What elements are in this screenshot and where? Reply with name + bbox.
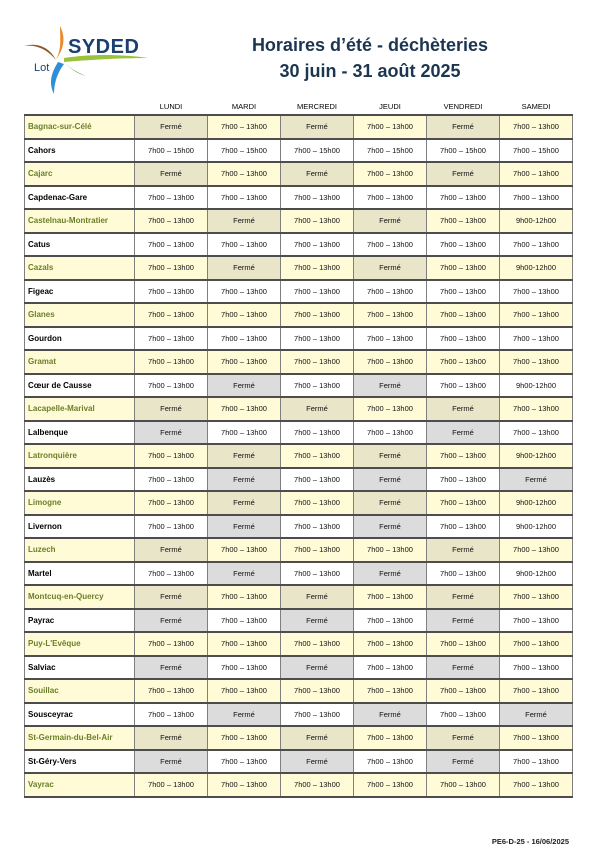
hours-cell: 7h00 – 13h00	[135, 491, 208, 515]
hours-cell: Fermé	[135, 397, 208, 421]
table-row	[25, 491, 573, 515]
document-reference: PE6-D-25 - 16/06/2025	[491, 837, 569, 846]
hours-cell: Fermé	[208, 491, 281, 515]
hours-cell: 9h00-12h00	[500, 374, 573, 398]
hours-cell: 7h00 – 13h00	[500, 162, 573, 186]
hours-cell: Fermé	[208, 374, 281, 398]
hours-cell: 7h00 – 13h00	[135, 773, 208, 797]
hours-cell: 7h00 – 13h00	[208, 750, 281, 774]
hours-cell: 7h00 – 13h00	[500, 656, 573, 680]
hours-cell: 7h00 – 13h00	[208, 397, 281, 421]
hours-cell: Fermé	[354, 444, 427, 468]
hours-cell: 7h00 – 13h00	[354, 773, 427, 797]
site-name: Castelnau-Montratier	[25, 209, 135, 233]
table-row	[25, 750, 573, 774]
hours-cell: 7h00 – 13h00	[427, 703, 500, 727]
hours-cell: Fermé	[208, 468, 281, 492]
hours-cell: Fermé	[208, 515, 281, 539]
hours-cell: Fermé	[135, 656, 208, 680]
hours-cell: 9h00-12h00	[500, 491, 573, 515]
header-row	[25, 98, 573, 115]
hours-cell: 7h00 – 13h00	[500, 750, 573, 774]
hours-cell: 9h00-12h00	[500, 515, 573, 539]
site-name: Salviac	[25, 656, 135, 680]
hours-cell: Fermé	[427, 538, 500, 562]
header-day: VENDREDI	[443, 101, 483, 111]
table-row	[25, 703, 573, 727]
hours-cell: 7h00 – 13h00	[208, 773, 281, 797]
hours-cell: 7h00 – 13h00	[427, 256, 500, 280]
hours-cell: Fermé	[281, 726, 354, 750]
hours-cell: 7h00 – 13h00	[208, 350, 281, 374]
hours-cell: Fermé	[354, 562, 427, 586]
hours-cell: 7h00 – 13h00	[354, 186, 427, 210]
hours-cell: 7h00 – 13h00	[208, 280, 281, 304]
hours-cell: 7h00 – 15h00	[354, 139, 427, 163]
hours-cell: Fermé	[208, 209, 281, 233]
site-name: Cahors	[25, 139, 135, 163]
hours-cell: 7h00 – 13h00	[500, 538, 573, 562]
hours-cell: 7h00 – 13h00	[208, 115, 281, 139]
table-row	[25, 656, 573, 680]
hours-cell: 7h00 – 13h00	[281, 256, 354, 280]
table-row	[25, 515, 573, 539]
hours-cell: 7h00 – 13h00	[208, 303, 281, 327]
hours-cell: Fermé	[354, 703, 427, 727]
site-name: Vayrac	[25, 773, 135, 797]
hours-cell: 7h00 – 13h00	[354, 397, 427, 421]
site-name: Lauzès	[25, 468, 135, 492]
table-row	[25, 609, 573, 633]
hours-cell: 7h00 – 13h00	[208, 327, 281, 351]
table-row	[25, 280, 573, 304]
hours-cell: Fermé	[135, 585, 208, 609]
hours-cell: Fermé	[208, 444, 281, 468]
hours-cell: Fermé	[208, 562, 281, 586]
site-name: Glanes	[25, 303, 135, 327]
hours-cell: Fermé	[135, 609, 208, 633]
hours-cell: 7h00 – 13h00	[427, 303, 500, 327]
site-name: St-Germain-du-Bel-Air	[25, 726, 135, 750]
table-row	[25, 115, 573, 139]
hours-cell: 7h00 – 13h00	[354, 632, 427, 656]
hours-cell: 7h00 – 13h00	[208, 538, 281, 562]
hours-cell: 7h00 – 13h00	[500, 397, 573, 421]
hours-cell: 7h00 – 15h00	[208, 139, 281, 163]
hours-cell: 7h00 – 13h00	[281, 374, 354, 398]
hours-cell: 7h00 – 13h00	[135, 444, 208, 468]
hours-cell: 7h00 – 13h00	[208, 186, 281, 210]
site-name: Cœur de Causse	[25, 374, 135, 398]
hours-cell: 7h00 – 13h00	[135, 233, 208, 257]
hours-cell: 7h00 – 13h00	[281, 703, 354, 727]
hours-cell: 7h00 – 13h00	[281, 350, 354, 374]
hours-cell: 7h00 – 13h00	[500, 773, 573, 797]
table-row	[25, 726, 573, 750]
site-name: Livernon	[25, 515, 135, 539]
hours-cell: Fermé	[135, 750, 208, 774]
site-name: Latronquière	[25, 444, 135, 468]
hours-cell: 7h00 – 13h00	[500, 726, 573, 750]
hours-cell: 7h00 – 13h00	[135, 679, 208, 703]
site-name: Sousceyrac	[25, 703, 135, 727]
hours-cell: 7h00 – 13h00	[354, 421, 427, 445]
hours-cell: 7h00 – 15h00	[281, 139, 354, 163]
hours-cell: 7h00 – 13h00	[427, 327, 500, 351]
table-row	[25, 374, 573, 398]
hours-cell: 7h00 – 13h00	[135, 256, 208, 280]
hours-cell: 7h00 – 13h00	[281, 468, 354, 492]
hours-cell: Fermé	[354, 515, 427, 539]
site-name: Montcuq-en-Quercy	[25, 585, 135, 609]
hours-cell: 7h00 – 13h00	[281, 679, 354, 703]
table-row	[25, 538, 573, 562]
hours-cell: 7h00 – 13h00	[427, 773, 500, 797]
site-name: Martel	[25, 562, 135, 586]
hours-cell: Fermé	[281, 656, 354, 680]
hours-cell: 7h00 – 13h00	[354, 233, 427, 257]
hours-cell: 7h00 – 13h00	[281, 491, 354, 515]
site-name: Lacapelle-Marival	[25, 397, 135, 421]
hours-cell: 7h00 – 13h00	[208, 585, 281, 609]
hours-cell: 7h00 – 13h00	[427, 374, 500, 398]
site-name: Limogne	[25, 491, 135, 515]
hours-cell: 7h00 – 13h00	[135, 562, 208, 586]
hours-cell: 7h00 – 13h00	[281, 280, 354, 304]
site-name: Lalbenque	[25, 421, 135, 445]
logo-brand-text: SYDED	[68, 36, 140, 58]
hours-cell: 7h00 – 13h00	[135, 280, 208, 304]
schedule-table	[24, 98, 573, 798]
hours-cell: 7h00 – 13h00	[354, 303, 427, 327]
hours-cell: 7h00 – 13h00	[500, 679, 573, 703]
hours-cell: 7h00 – 13h00	[281, 515, 354, 539]
hours-cell: Fermé	[135, 421, 208, 445]
hours-cell: 7h00 – 13h00	[135, 350, 208, 374]
hours-cell: 7h00 – 13h00	[354, 327, 427, 351]
hours-cell: 7h00 – 13h00	[354, 115, 427, 139]
hours-cell: 7h00 – 13h00	[281, 421, 354, 445]
hours-cell: 7h00 – 13h00	[135, 632, 208, 656]
hours-cell: 7h00 – 13h00	[427, 468, 500, 492]
hours-cell: 7h00 – 13h00	[354, 679, 427, 703]
hours-cell: 7h00 – 13h00	[135, 209, 208, 233]
site-name: Puy-L'Evêque	[25, 632, 135, 656]
hours-cell: Fermé	[427, 750, 500, 774]
hours-cell: 7h00 – 13h00	[500, 186, 573, 210]
table-row	[25, 186, 573, 210]
hours-cell: Fermé	[354, 374, 427, 398]
hours-cell: Fermé	[427, 656, 500, 680]
header-day: JEUDI	[379, 101, 401, 111]
hours-cell: 7h00 – 15h00	[135, 139, 208, 163]
logo-lot-text: Lot	[34, 62, 50, 74]
site-name: Bagnac-sur-Célé	[25, 115, 135, 139]
hours-cell: 7h00 – 13h00	[208, 421, 281, 445]
table-row	[25, 233, 573, 257]
hours-cell: Fermé	[135, 115, 208, 139]
hours-cell: 7h00 – 13h00	[427, 562, 500, 586]
hours-cell: 7h00 – 13h00	[208, 679, 281, 703]
hours-cell: Fermé	[281, 115, 354, 139]
hours-cell: 7h00 – 13h00	[500, 609, 573, 633]
hours-cell: 7h00 – 13h00	[281, 632, 354, 656]
site-name: St-Géry-Vers	[25, 750, 135, 774]
table-row	[25, 585, 573, 609]
hours-cell: 9h00-12h00	[500, 444, 573, 468]
table-row	[25, 350, 573, 374]
hours-cell: 7h00 – 13h00	[354, 726, 427, 750]
hours-cell: Fermé	[354, 209, 427, 233]
hours-cell: Fermé	[427, 726, 500, 750]
site-name: Gramat	[25, 350, 135, 374]
hours-cell: Fermé	[354, 256, 427, 280]
hours-cell: Fermé	[354, 468, 427, 492]
hours-cell: Fermé	[427, 421, 500, 445]
hours-cell: 7h00 – 13h00	[500, 115, 573, 139]
hours-cell: Fermé	[427, 609, 500, 633]
hours-cell: 7h00 – 13h00	[208, 162, 281, 186]
hours-cell: Fermé	[281, 585, 354, 609]
table-row	[25, 632, 573, 656]
hours-cell: Fermé	[208, 256, 281, 280]
hours-cell: 7h00 – 13h00	[427, 632, 500, 656]
site-name: Souillac	[25, 679, 135, 703]
hours-cell: 7h00 – 13h00	[281, 562, 354, 586]
hours-cell: 7h00 – 13h00	[500, 350, 573, 374]
hours-cell: 7h00 – 13h00	[281, 773, 354, 797]
hours-cell: Fermé	[135, 538, 208, 562]
hours-cell: 9h00-12h00	[500, 256, 573, 280]
table-row	[25, 468, 573, 492]
table-row	[25, 444, 573, 468]
site-name: Cajarc	[25, 162, 135, 186]
hours-cell: 9h00-12h00	[500, 209, 573, 233]
hours-cell: 7h00 – 15h00	[500, 139, 573, 163]
hours-cell: 7h00 – 13h00	[135, 468, 208, 492]
table-row	[25, 256, 573, 280]
hours-cell: Fermé	[427, 397, 500, 421]
hours-cell: 7h00 – 13h00	[135, 303, 208, 327]
hours-cell: Fermé	[427, 162, 500, 186]
hours-cell: 7h00 – 13h00	[281, 186, 354, 210]
header-day: MERCREDI	[296, 101, 337, 111]
hours-cell: 7h00 – 13h00	[427, 209, 500, 233]
hours-cell: 7h00 – 13h00	[135, 374, 208, 398]
page-title: Horaires d’été - déchèteries	[251, 35, 489, 55]
hours-cell: 7h00 – 13h00	[500, 632, 573, 656]
hours-cell: Fermé	[427, 115, 500, 139]
hours-cell: 7h00 – 13h00	[500, 327, 573, 351]
hours-cell: 7h00 – 13h00	[135, 186, 208, 210]
site-name: Capdenac-Gare	[25, 186, 135, 210]
hours-cell: 7h00 – 13h00	[427, 491, 500, 515]
hours-cell: 7h00 – 13h00	[500, 303, 573, 327]
hours-cell: 7h00 – 13h00	[208, 726, 281, 750]
hours-cell: 7h00 – 15h00	[427, 139, 500, 163]
hours-cell: 7h00 – 13h00	[354, 656, 427, 680]
hours-cell: Fermé	[281, 750, 354, 774]
hours-cell: 7h00 – 13h00	[281, 327, 354, 351]
hours-cell: Fermé	[500, 703, 573, 727]
hours-cell: 7h00 – 13h00	[208, 233, 281, 257]
hours-cell: 7h00 – 13h00	[427, 444, 500, 468]
hours-cell: 7h00 – 13h00	[500, 233, 573, 257]
header-day: LUNDI	[159, 101, 183, 111]
table-row	[25, 679, 573, 703]
hours-cell: 7h00 – 13h00	[427, 679, 500, 703]
hours-cell: 7h00 – 13h00	[500, 280, 573, 304]
hours-cell: 7h00 – 13h00	[354, 750, 427, 774]
hours-cell: 7h00 – 13h00	[427, 350, 500, 374]
hours-cell: Fermé	[208, 703, 281, 727]
hours-cell: 7h00 – 13h00	[354, 162, 427, 186]
hours-cell: Fermé	[281, 162, 354, 186]
table-row	[25, 773, 573, 797]
page-subtitle: 30 juin - 31 août 2025	[279, 61, 461, 81]
hours-cell: 7h00 – 13h00	[354, 350, 427, 374]
header-day: MARDI	[231, 101, 257, 111]
hours-cell: 7h00 – 13h00	[208, 632, 281, 656]
hours-cell: 7h00 – 13h00	[208, 609, 281, 633]
hours-cell: Fermé	[354, 491, 427, 515]
hours-cell: 7h00 – 13h00	[281, 444, 354, 468]
hours-cell: 7h00 – 13h00	[281, 209, 354, 233]
site-name: Catus	[25, 233, 135, 257]
table-row	[25, 327, 573, 351]
hours-cell: Fermé	[281, 397, 354, 421]
hours-cell: 7h00 – 13h00	[427, 515, 500, 539]
hours-cell: Fermé	[500, 468, 573, 492]
hours-cell: 7h00 – 13h00	[500, 585, 573, 609]
table-row	[25, 162, 573, 186]
hours-cell: 7h00 – 13h00	[427, 186, 500, 210]
table-row	[25, 421, 573, 445]
hours-cell: 7h00 – 13h00	[354, 609, 427, 633]
hours-cell: 7h00 – 13h00	[427, 233, 500, 257]
table-row	[25, 209, 573, 233]
syded-logo	[20, 18, 155, 96]
hours-cell: Fermé	[427, 585, 500, 609]
table-row	[25, 303, 573, 327]
hours-cell: 7h00 – 13h00	[281, 538, 354, 562]
site-name: Payrac	[25, 609, 135, 633]
header-site	[25, 98, 135, 115]
hours-cell: 7h00 – 13h00	[427, 280, 500, 304]
header-day: SAMEDI	[521, 101, 551, 111]
table-row	[25, 562, 573, 586]
hours-cell: 7h00 – 13h00	[500, 421, 573, 445]
hours-cell: 7h00 – 13h00	[135, 327, 208, 351]
site-name: Luzech	[25, 538, 135, 562]
hours-cell: 7h00 – 13h00	[354, 585, 427, 609]
table-row	[25, 139, 573, 163]
hours-cell: 7h00 – 13h00	[135, 515, 208, 539]
hours-cell: Fermé	[135, 162, 208, 186]
hours-cell: Fermé	[135, 726, 208, 750]
hours-cell: 9h00-12h00	[500, 562, 573, 586]
hours-cell: Fermé	[281, 609, 354, 633]
hours-cell: 7h00 – 13h00	[354, 538, 427, 562]
hours-cell: 7h00 – 13h00	[354, 280, 427, 304]
site-name: Figeac	[25, 280, 135, 304]
site-name: Cazals	[25, 256, 135, 280]
site-name: Gourdon	[25, 327, 135, 351]
hours-cell: 7h00 – 13h00	[135, 703, 208, 727]
hours-cell: 7h00 – 13h00	[208, 656, 281, 680]
table-row	[25, 397, 573, 421]
hours-cell: 7h00 – 13h00	[281, 233, 354, 257]
hours-cell: 7h00 – 13h00	[281, 303, 354, 327]
